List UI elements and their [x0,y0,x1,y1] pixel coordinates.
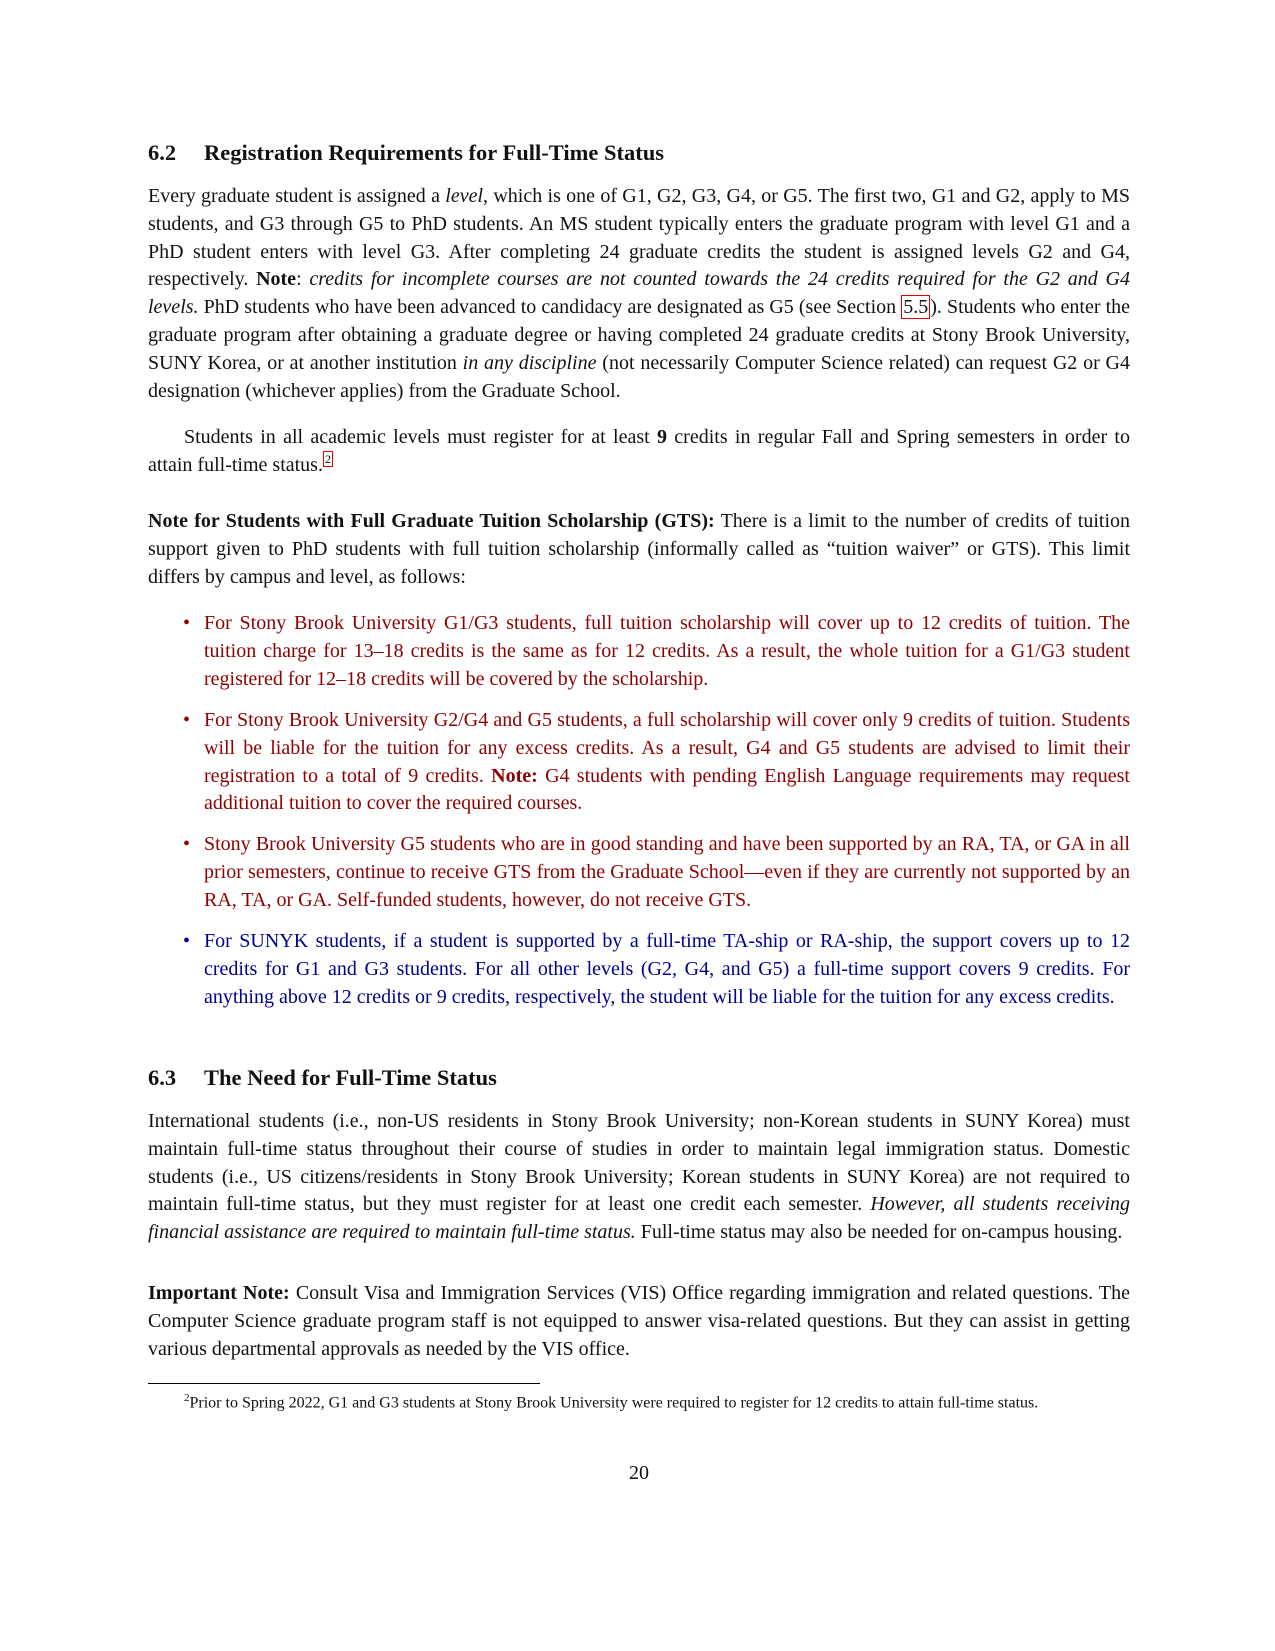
gts-bullet-list [148,610,1130,693]
section-heading-6-2 [148,140,664,166]
list-item: • For Stony Brook University G1/G3 students, full tuition scholarship will cover up to 12 credits of tuition. The tuition charge for 13–18 credits is the same as for 12 credits. As a result, the whole tuition for a G1/G3 student registered for 12–18 credits will be covered by the scholarship. [183,612,1130,690]
list-item: • Stony Brook University G5 students who are in good standing and have been supported by an RA, TA, or GA in all prior semesters, continue to receive GTS from the Graduate School—even if they are currently not supported by an RA, TA, or GA. Self-funded students, however, do not receive GTS. [183,833,1130,911]
section-title: Registration Requirements for Full-Time Status [204,140,664,165]
bullet-icon: • [183,930,191,952]
bullet-icon: • [183,612,191,634]
paragraph-full-time-need: International students (i.e., non-US residents in Stony Brook University; non-Korean students in SUNY Korea) must maintain full-time status throughout their course of studies in order to maintain legal immigration status. Domestic students (i.e., US citizens/residents in Stony Brook University; Korean students in SUNY Korea) are not required to maintain full-time status, but they must register for at least one credit each semester. However, all students receiving financial assistance are required to maintain full-time status. Full-time status may also be needed for on-campus housing. [148,1110,1131,1244]
page-number: 20 [629,1462,649,1484]
paragraph-full-time-credits: Students in all academic levels must register for at least 9 credits in regular Fall and Spring semesters in order to attain full-time status. $^2$ [148,426,1130,476]
section-number: 6.2 [148,140,177,165]
footnote-divider [148,1383,540,1384]
list-item: • For SUNYK students, if a student is supported by a full-time TA-ship or RA-ship, the support covers up to 12 credits for G1 and G3 students. For all other levels (G2, G4, and G5) a full-time support covers 9 credits. For anything above 12 credits or 9 credits, respectively, the student will be liable for the tuition for any excess credits. [183,930,1130,1008]
bullet-icon: • [183,709,191,731]
important-note-heading: Important Note: [148,1282,290,1304]
paragraph-levels: Every graduate student is assigned a level, which is one of G1, G2, G3, G4, or G5. The first two, G1 and G2, apply to MS students, and G3 through G5 to PhD students. An MS student typically enters the graduate program with level G1 and a PhD student enters with level G3. After completing 24 graduate credits the student is assigned levels G2 and G4, respectively. Note: credits for incomplete courses are not counted towards the 24 credits required for the G2 and G4 levels. PhD students who have been advanced to candidacy are designated as G5 (see Section 5.5 ). Students who enter the graduate program after obtaining a graduate degree or having completed 24 graduate credits at Stony Brook University, SUNY Korea, or at another institution in any discipline (not necessarily Computer Science related) can request G2 or G4 designation (whichever applies) from the Graduate School. [148,185,1130,402]
gts-bullet-list [148,928,1130,1011]
paragraph-important-note: Important Note: Consult Visa and Immigration Services (VIS) Office regarding immigration and related questions. The Computer Science graduate program staff is not equipped to answer visa-related questions. But they can assist in getting various departmental approvals as needed by the VIS office. [148,1282,1130,1360]
gts-note-heading: Note for Students with Full Graduate Tuition Scholarship (GTS): [148,510,715,532]
footnote-mark: 2 [184,1392,190,1404]
paragraph-gts-note: Note for Students with Full Graduate Tuition Scholarship (GTS): There is a limit to the number of credits of tuition support given to PhD students with full tuition scholarship (informally called as “tuition waiver” or GTS). This limit differs by campus and level, as follows: [148,510,1131,588]
list-item: • For Stony Brook University G2/G4 and G5 students, a full scholarship will cover only 9 credits of tuition. Students will be liable for the tuition for any excess credits. As a result, G4 and G5 students are advised to limit their registration to a total of 9 credits. Note: G4 students with pending English Language requirements may request additional tuition to cover the required courses. [183,709,1130,815]
footnote-link-2[interactable]: 2 [324,452,331,467]
section-title: The Need for Full-Time Status [204,1065,497,1090]
section-heading-6-3 [148,1065,497,1091]
section-link-5-5[interactable]: 5.5 [903,296,929,319]
gts-bullet-list [148,707,1130,818]
gts-bullet-list [148,831,1130,914]
section-number: 6.3 [148,1065,177,1090]
bullet-icon: • [183,833,191,855]
footnote: $^2$Prior to Spring 2022, G1 and G3 students at Stony Brook University were required to register for 12 credits to attain full-time status. [184,1392,1039,1412]
